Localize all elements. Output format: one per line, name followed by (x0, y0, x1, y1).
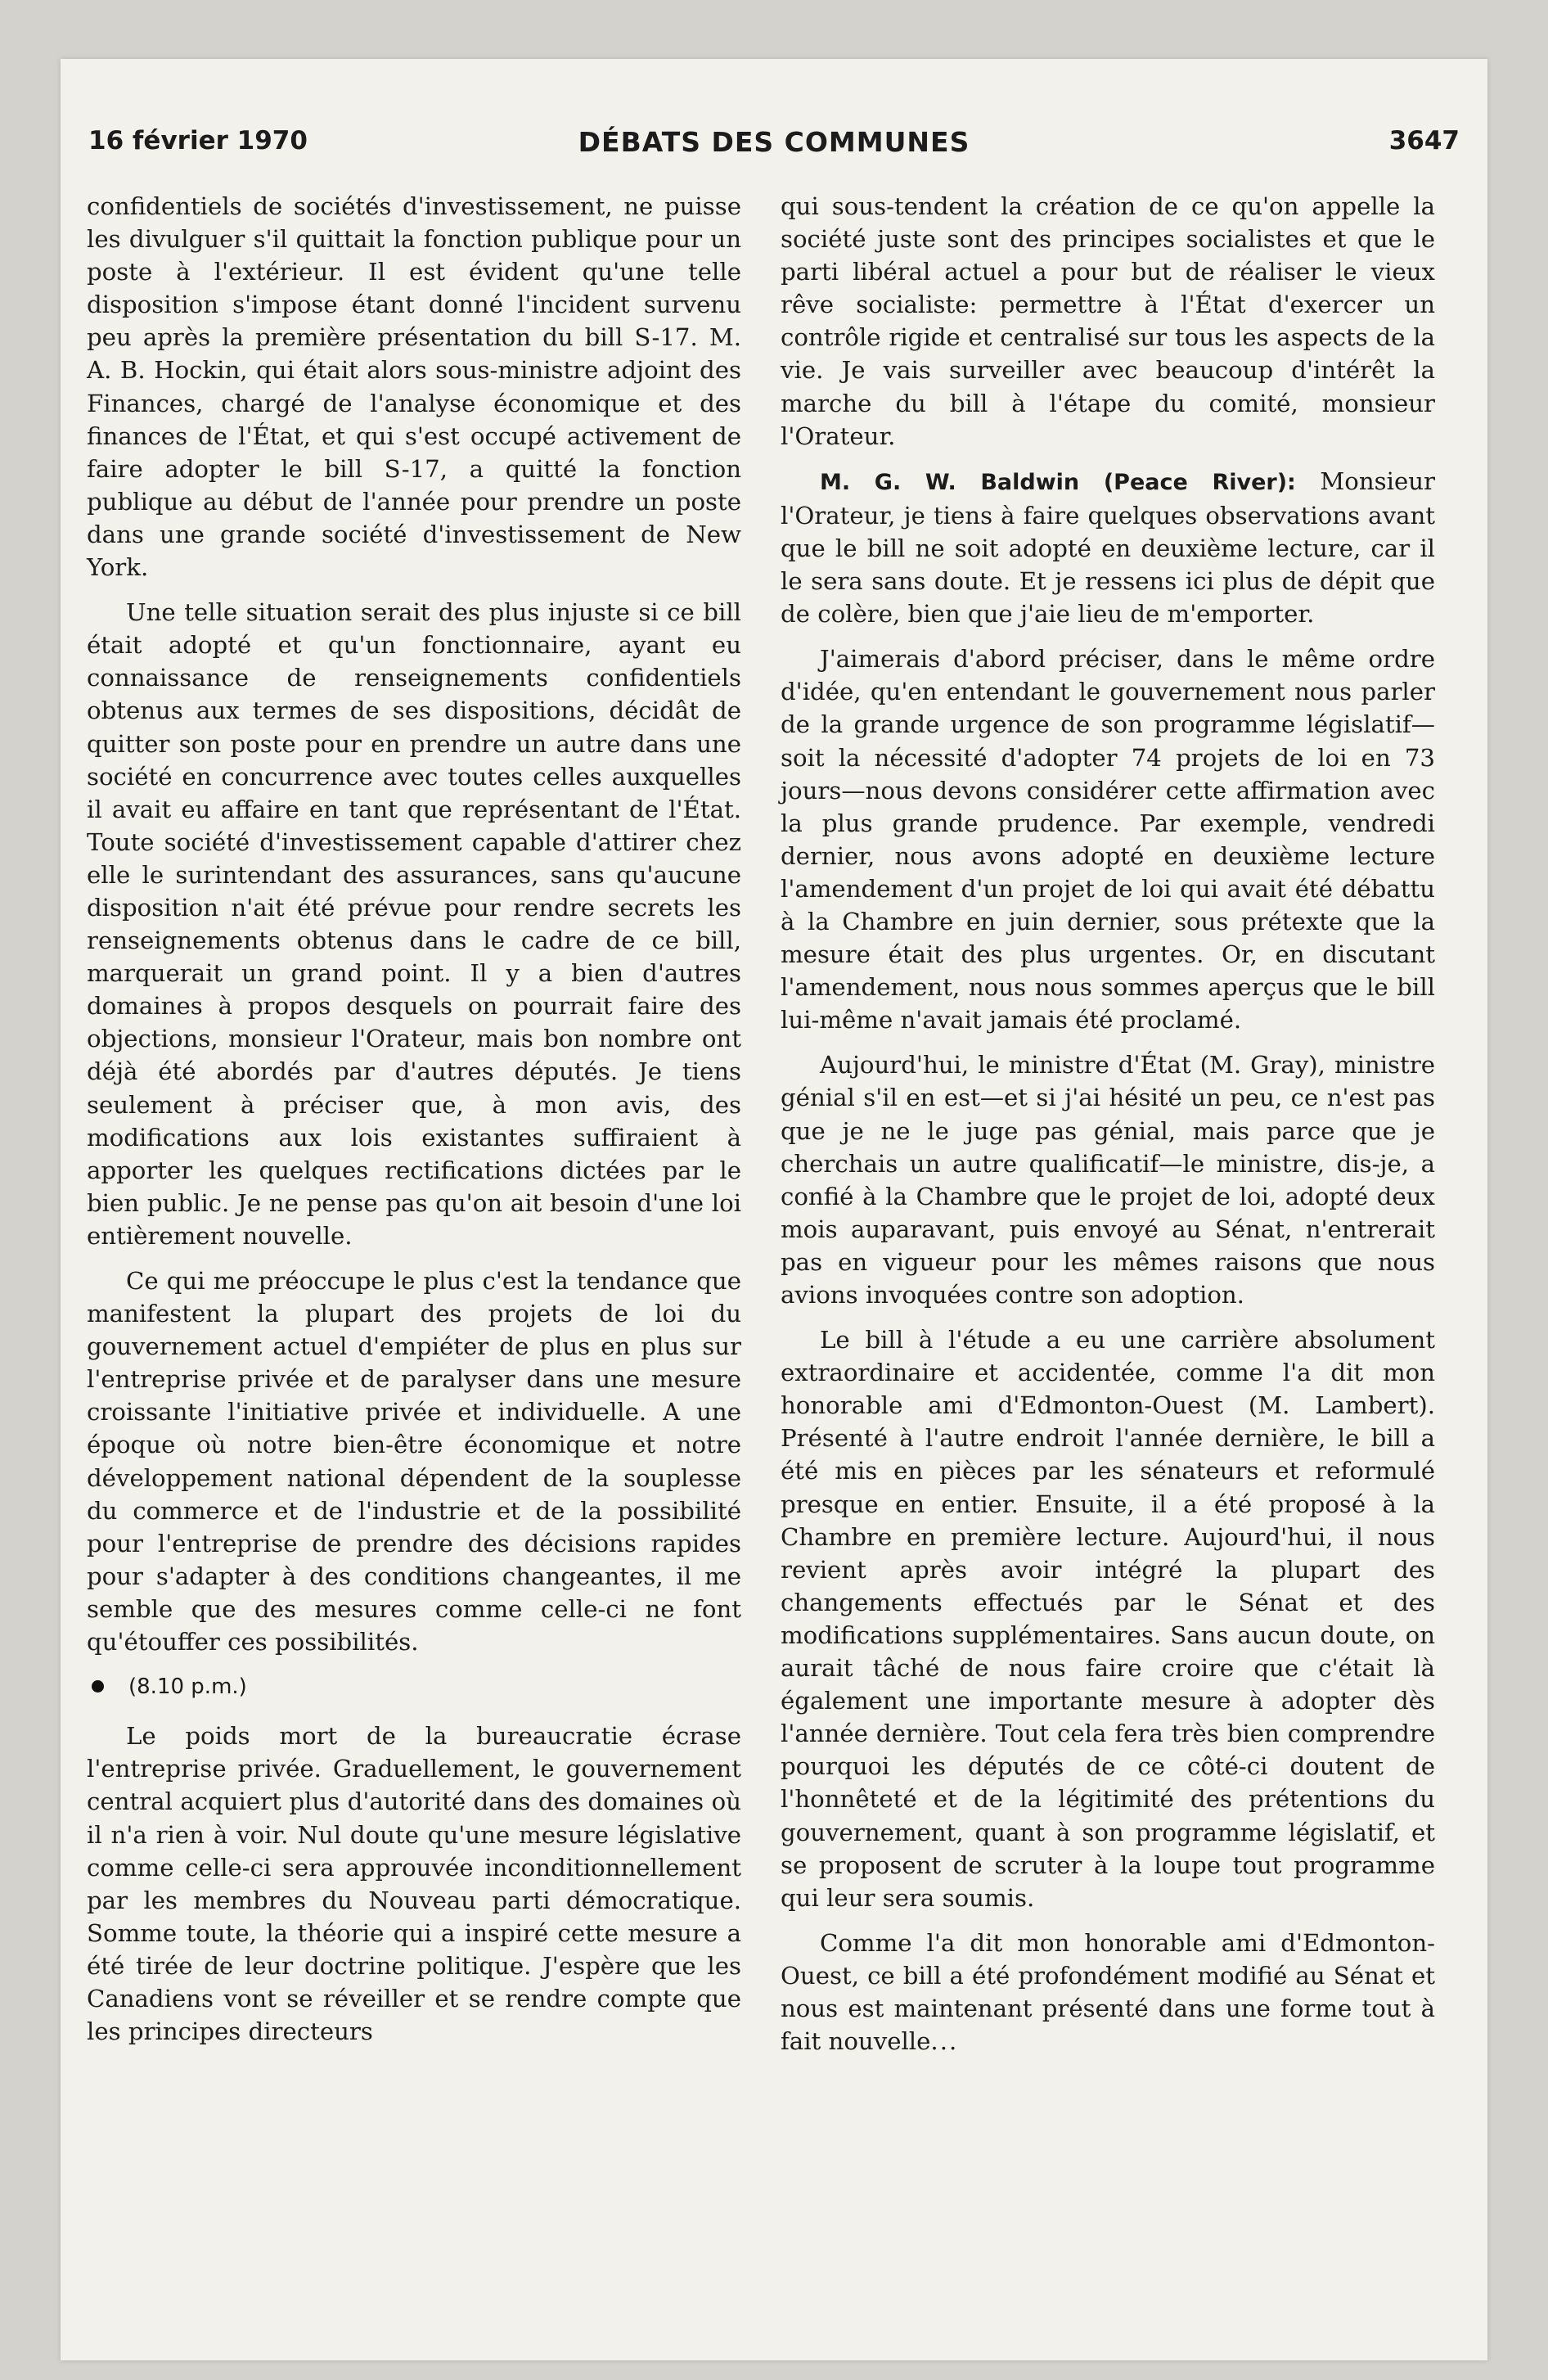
paragraph (781, 1927, 1435, 2058)
time-marker (87, 1670, 741, 1703)
header-title: DÉBATS DES COMMUNES (578, 126, 970, 158)
paragraph: Aujourd'hui, le ministre d'État (M. Gray), ministre génial s'il en est—et si j'ai hésité un peu, ce n'est pas que je ne le juge pas génial, mais parce que je cherchais un autre qualificatif—le ministre, dis-je, a confié à la Chambre que le projet de loi, adopté deux mois auparavant, puis envoyé au Sénat, n'entrerait pas en vigueur pour les mêmes raisons que nous avions invoquées contre son adoption. (781, 1051, 1435, 1309)
ellipsis: ... (930, 2027, 959, 2056)
bullet-icon (92, 1680, 104, 1693)
speaker-name: M. G. W. Baldwin (Peace River): (820, 469, 1296, 495)
paragraph-text: Comme l'a dit mon honorable ami d'Edmonton-Ouest, ce bill a été profondément modifié au Sénat et nous est maintenant présenté dans une forme tout à fait nouvelle (781, 1928, 1435, 2056)
page-header (88, 126, 1460, 164)
paragraph: Une telle situation serait des plus injuste si ce bill était adopté et qu'un fonctionnaire, ayant eu connaissance de renseignements confidentiels obtenus aux termes de ses dispositions, décidât de quitter son poste pour en prendre un autre dans une société en concurrence avec toutes celles auxquelles il avait eu affaire en tant que représentant de l'État. Toute société d'investissement capable d'attirer chez elle le surintendant des assurances, sans qu'aucune disposition n'ait été prévue pour rendre secrets les renseignements obtenus dans le cadre de ce bill, marquerait un grand point. Il y a bien d'autres domaines à propos desquels on pourrait faire des objections, monsieur l'Orateur, mais bon nombre ont déjà été abordés par d'autres députés. Je tiens seulement à préciser que, à mon avis, des modifications aux lois existantes suffiraient à apporter les quelques rectifications dictées par le bien public. Je ne pense pas qu'on ait besoin d'une loi entièrement nouvelle. (87, 598, 741, 1250)
paragraph: confidentiels de sociétés d'investissement, ne puisse les divulguer s'il quittait la fonction publique pour un poste à l'extérieur. Il est évident qu'une telle disposition s'impose étant donné l'incident survenu peu après la première présentation du bill S-17. M. A. B. Hockin, qui était alors sous-ministre adjoint des Finances, chargé de l'analyse économique et des finances de l'État, et qui s'est occupé activement de faire adopter le bill S-17, a quitté la fonction publique au début de l'année pour prendre un poste dans une grande société d'investissement de New York. (87, 192, 741, 582)
time-marker-text: (8.10 p.m.) (128, 1675, 247, 1700)
paragraph: Le poids mort de la bureaucratie écrase l'entreprise privée. Graduellement, le gouvernement central acquiert plus d'autorité dans des domaines où il n'a rien à voir. Nul doute qu'une mesure législative comme celle-ci sera approuvée inconditionnellement par les membres du Nouveau parti démocratique. Somme toute, la théorie qui a inspiré cette mesure a été tirée de leur doctrine politique. J'espère que les Canadiens vont se réveiller et se rendre compte que les principes directeurs (87, 1722, 741, 2046)
page-number: 3647 (1388, 126, 1460, 156)
document-page (61, 59, 1487, 2360)
paragraph: J'aimerais d'abord préciser, dans le même ordre d'idée, qu'en entendant le gouvernement nous parler de la grande urgence de son programme législatif—soit la nécessité d'adopter 74 projets de loi en 73 jours—nous devons considérer cette affirmation avec la plus grande prudence. Par exemple, vendredi dernier, nous avons adopté en deuxième lecture l'amendement d'un projet de loi qui avait été débattu à la Chambre en juin dernier, sous prétexte que la mesure était des plus urgentes. Or, en discutant l'amendement, nous nous sommes aperçus que le bill lui-même n'avait jamais été proclamé. (781, 645, 1435, 1034)
left-column (87, 190, 741, 2060)
speaker-paragraph (781, 465, 1435, 630)
paragraph: qui sous-tendent la création de ce qu'on appelle la société juste sont des principes socialistes et que le parti libéral actuel a pour but de réaliser le vieux rêve socialiste: permettre à l'État d'exercer un contrôle rigide et centralisé sur tous les aspects de la vie. Je vais surveiller avec beaucoup d'intérêt la marche du bill à l'étape du comité, monsieur l'Orateur. (781, 192, 1435, 450)
speaker-text: Monsieur l'Orateur, je tiens à faire quelques observations avant que le bill ne soit adopté en deuxième lecture, car il le sera sans doute. Et je ressens ici plus de dépit que de colère, bien que j'aie lieu de m'emporter. (781, 467, 1435, 629)
paragraph: Ce qui me préoccupe le plus c'est la tendance que manifestent la plupart des projets de loi du gouvernement actuel d'empiéter de plus en plus sur l'entreprise privée et de paralyser dans une mesure croissante l'initiative privée et individuelle. A une époque où notre bien-être économique et notre développement national dépendent de la souplesse du commerce et de l'industrie et de la possibilité pour l'entreprise de prendre des décisions rapides pour s'adapter à des conditions changeantes, il me semble que des mesures comme celle-ci ne font qu'étouffer ces possibilités. (87, 1267, 741, 1657)
header-date: 16 février 1970 (88, 126, 308, 156)
paragraph: Le bill à l'étude a eu une carrière absolument extraordinaire et accidentée, comme l'a dit mon honorable ami d'Edmonton-Ouest (M. Lambert). Présenté à l'autre endroit l'année dernière, le bill a été mis en pièces par les sénateurs et reformulé presque en entier. Ensuite, il a été proposé à la Chambre en première lecture. Aujourd'hui, il nous revient après avoir intégré la plupart des changements effectués par le Sénat et des modifications supplémentaires. Sans aucun doute, on aurait tâché de nous faire croire que c'était là également une importante mesure à adopter dès l'année dernière. Tout cela fera très bien comprendre pourquoi les députés de ce côté-ci doutent de l'honnêteté et de la légitimité des prétentions du gouvernement, quant à son programme législatif, et se proposent de scruter à la loupe tout programme qui leur sera soumis. (781, 1326, 1435, 1912)
right-column (781, 190, 1435, 2070)
